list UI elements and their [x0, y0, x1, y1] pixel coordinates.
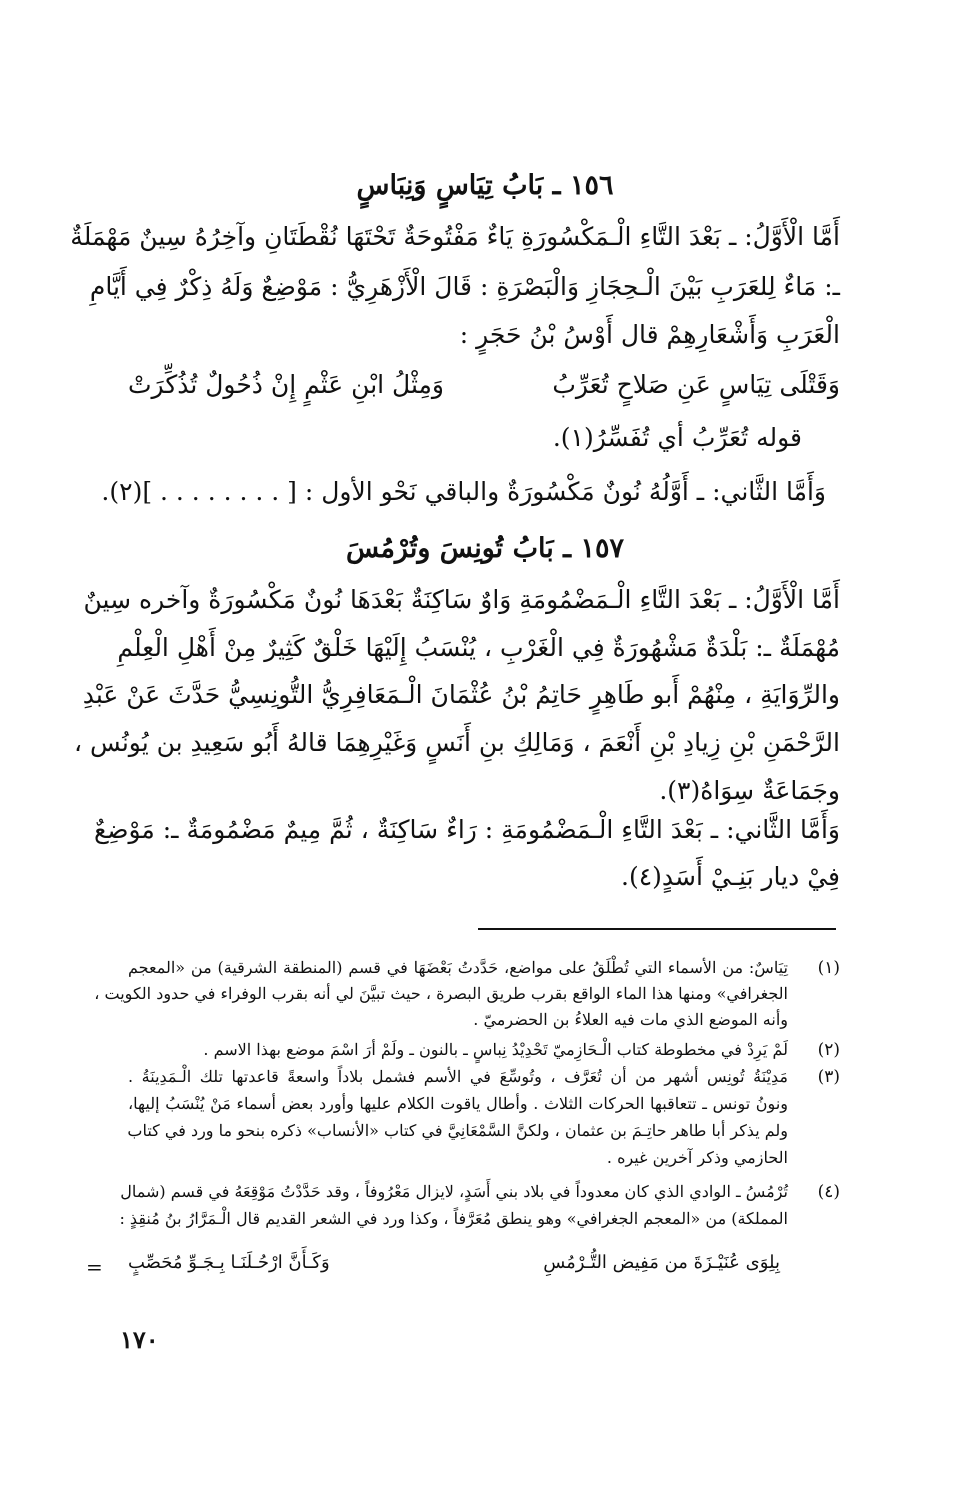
paragraph-line: والرِّوَايَةِ ، مِنْهُمْ أَبو طَاهِرٍ حَاتِمُ بْنُ عُثْمَانَ الْـمَعَافِرِيُّ التُّونِسِيُّ حَدَّثَ عَنْ عَبْدِ: [82, 680, 840, 709]
footnote-line: الحازمي وذكر آخرين غيره .: [606, 1148, 788, 1167]
paragraph-line: وَأَمَّا الثَّاني: ـ بَعْدَ التَّاءِ الْـمَضْمُومَةِ : رَاءٌ سَاكِنَةٌ ، ثُمَّ مِيمٌ مَضْمُومَةٌ ـ: مَوْضِعٌ: [93, 815, 840, 844]
verse-second-hemistich: بِلِوَى عُنَيْـزَةَ من مَفِيض التُّـرْمُسِ: [543, 1252, 780, 1273]
footnote-line: مَدِيْنَةُ تُونِس أشهر من أن تُعَرَّف ، وتُوسِّعَ في الأسم فشمل بلاداً واسعةً قاعدتها تلك الْـمَدِينَةُ .: [128, 1067, 788, 1086]
verse-first-hemistich: وَمِثْلُ ابْنِ عَثْمٍ إِنْ ذُحُولٌ تُذُكِّرَتْ: [128, 370, 444, 399]
footnote-line: ولم يذكر أبا طاهر حاتِـمَ بن عثمان ، ولكنَّ السَّمْعَانِيَّ في كتاب «الأنساب» ذكره بنحو ما ورد في كتاب: [127, 1121, 788, 1140]
footnote-number: (١): [817, 958, 840, 978]
footnote-line: تُرْمُسُ ـ الوادي الذي كان معدوداً في بلاد بني أَسَدٍ، لايزال مَعْرُوفاً ، وقد حَدَّدْتُ مَوْقِعَهُ في قسم (شمال: [120, 1182, 788, 1201]
paragraph-line: أَمَّا الْأَوَّلُ: ـ بَعْدَ التَّاءِ الْـمَكْسُورَةِ يَاءٌ مَفْتُوحَةٌ تَحْتَهَا نُقْطَتَانِ وآخِرُهُ سِينٌ مَهْمَلَةٌ: [70, 222, 840, 251]
footnote-line: الجغرافي» ومنها هذا الماء الواقع بقرب طريق البصرة ، حيث تبيَّنَ لي أنه بقرب الوفراء في حدود الكويت ،: [94, 984, 788, 1003]
footnote-number: (٤): [817, 1182, 840, 1202]
footnote-line: وأنه الموضع الذي مات فيه العلاءُ بن الحضرميّ .: [473, 1010, 788, 1029]
paragraph-line: وَأَمَّا الثَّاني: ـ أَوَّلُهُ نُونٌ مَكْسُورَةٌ والباقي نَحْو الأول : [ . . . . . . . . ](٢).: [101, 477, 826, 506]
section-heading-156: ١٥٦ ـ بَابُ تِيَاسٍ وَنِبَاسٍ: [356, 170, 614, 201]
paragraph-line: فِيْ ديار بَنِـيْ أَسَدٍ(٤).: [621, 862, 840, 891]
page-number: ١٧٠: [120, 1325, 159, 1354]
verse-first-hemistich: وَكَـأَنَّ ارْحُـلَنَـا بِـجَـوِّ مُحَصِّبٍ: [128, 1252, 330, 1273]
paragraph-line: ـ: مَاءٌ لِلعَرَبِ بَيْنَ الْـحِجَازِ وَالْبَصْرَةِ : قَالَ الْأَزْهَرِيُّ : مَوْضِعٌ وَلَهُ ذِكْرٌ فِي أَيَّامِ: [89, 272, 840, 301]
footnote-verse: [128, 1252, 780, 1278]
paragraph-line: قوله تُعَرِّبُ أي تُفَسِّرُ(١).: [552, 423, 802, 452]
section-heading-157: ١٥٧ ـ بَابُ تُونِسَ وتُرْمُسَ: [346, 533, 624, 564]
footnote-line: تِيَاسٌ: من الأسماء التي تُطْلَقُ على مواضع، حَدَّدتُ بَعْضَهَا في قسم (المنطقة الشرقية) من «المعجم: [128, 958, 788, 977]
footnote-line: المملكة) من «المعجم الجغرافي» وهو ينطق مُعَرَّفاً ، وكذا ورد في الشعر القديم قال الْـمَرَّارُ بنُ مُنقِذٍ :: [119, 1209, 788, 1228]
footnote-line: ونونُ تونس ـ تتعاقبها الحركات الثلاث . وأطال ياقوت الكلام عليها وأورد بعض أسماء مَنْ يُنْسَبُ إليها،: [128, 1094, 788, 1113]
footnote-number: (٢): [817, 1040, 840, 1060]
poem-verse: [128, 370, 840, 410]
footnote-line: لَمْ يَرِدْ في مخطوطة كتاب الْـحَازِميّ تَحْدِيْدُ نِباسٍ ـ بالنون ـ ولَمْ أرَ اسْمَ موضع بهذا الاسم .: [203, 1040, 788, 1059]
footnote-number: (٣): [817, 1067, 840, 1087]
paragraph-line: الرَّحْمَنِ بْنِ زِيادِ بْنِ أَنْعَمَ ، وَمَالِكِ بنِ أَنَسٍ وَغَيْرِهِمَا قالهُ أَبُو سَعِيدِ بن يُونُس ،: [73, 728, 840, 757]
paragraph-line: مُهْمَلَةٌ ـ: بَلْدَةٌ مَشْهُورَةٌ فِي الْغَرْبِ ، يُنْسَبُ إِلَيْهَا خَلْقٌ كَثِيرٌ مِنْ أَهْلِ الْعِلْمِ: [117, 633, 840, 662]
continuation-mark: =: [86, 1255, 103, 1279]
paragraph-line: الْعَرَبِ وَأَشْعَارِهِمْ قال أَوْسُ بْنُ حَجَرٍ :: [459, 320, 840, 349]
paragraph-line: أَمَّا الْأَوَّلُ: ـ بَعْدَ التَّاءِ الْـمَضْمُومَةِ وَاوٌ سَاكِنَةٌ بَعْدَهَا نُونٌ مَكْسُورَةٌ وآخره سِينٌ: [83, 585, 840, 614]
paragraph-line: وجَمَاعَةٌ سِوَاهُ(٣).: [659, 776, 840, 805]
footnote-separator: [478, 928, 836, 930]
verse-second-hemistich: وَقَتْلَى تِيَاسٍ عَنِ صَلاحٍ تُعَرِّبُ: [552, 370, 840, 399]
